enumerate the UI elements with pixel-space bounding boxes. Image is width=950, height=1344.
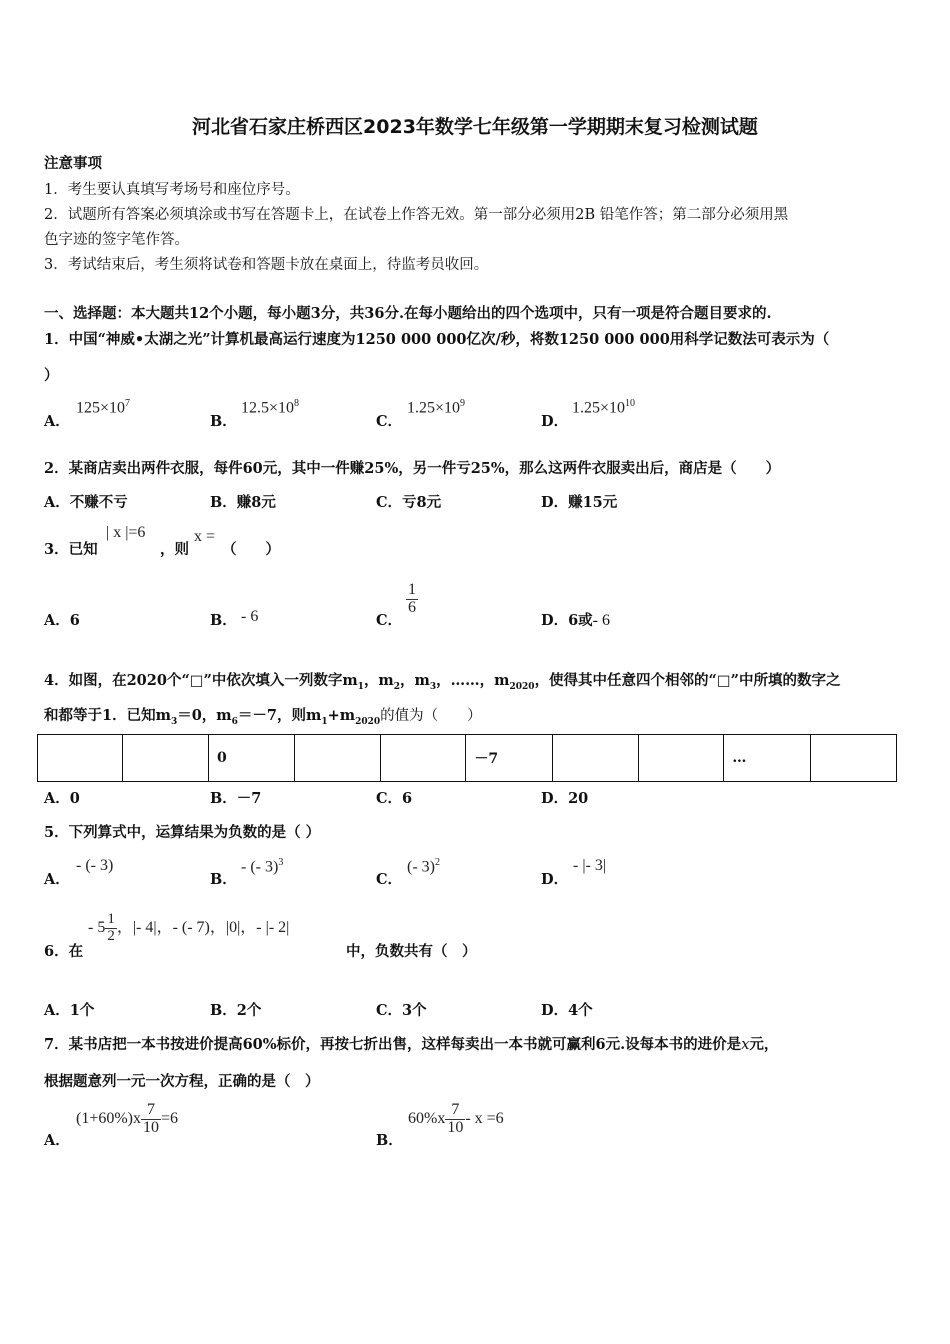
q3-stem-mid: ，则 xyxy=(160,541,189,558)
q3-option-d: D．6或- 6 xyxy=(541,612,610,629)
notice-heading: 注意事项 xyxy=(44,155,102,172)
q3-stem-lead: 3．已知 xyxy=(44,541,98,558)
q3-option-a: A．6 xyxy=(44,612,80,629)
q3-option-b-label: B． xyxy=(210,612,237,629)
q3-expr2: x = xyxy=(194,528,216,545)
q5-stem: 5．下列算式中，运算结果为负数的是（ ） xyxy=(44,824,321,841)
page-title: 河北省石家庄桥西区2023年数学七年级第一学期期末复习检测试题 xyxy=(192,116,758,138)
q3-expr: | x |=6 xyxy=(106,524,146,541)
grid-cell-5 xyxy=(380,735,465,782)
q5-option-c-label: C． xyxy=(376,871,403,888)
q5-option-b-label: B． xyxy=(210,871,237,888)
q2-option-a: A．不赚不亏 xyxy=(44,494,128,511)
q6-tail: 中，负数共有（ ） xyxy=(346,943,477,960)
q2-option-d: D．赚15元 xyxy=(541,494,618,511)
q7-stem-line1: 7．某书店把一本书按进价提高60%标价，再按七折出售，这样每卖出一本书就可赢利6元.设每本书的进价是x元， xyxy=(44,1036,779,1053)
grid-cell-8 xyxy=(638,735,723,782)
grid-cell-6: －7 xyxy=(466,735,553,782)
q4-option-b: B．－7 xyxy=(210,790,262,807)
q3-option-c: $\frac{1}{6}$ xyxy=(408,581,416,616)
q1-option-a-label: A． xyxy=(44,413,70,430)
q6-terms: - 5 $\frac{1}{2}$ ，|- 4|，- (- 7)，|0|，- |- 2| xyxy=(88,911,290,944)
notice-item-3: 3．考试结束后，考生须将试卷和答题卡放在桌面上，待监考员收回。 xyxy=(44,257,489,273)
q4-stem-line2: 和都等于1．已知$m_3=0$，$m_6=-7$，则$m_1+m_{2020}$的值为（ ） xyxy=(44,707,482,727)
notice-item-2: 2．试题所有答案必须填涂或书写在答题卡上，在试卷上作答无效。第一部分必须用2B 铅笔作答；第二部分必须用黑 xyxy=(44,207,789,223)
q3-option-c-label: C． xyxy=(376,612,403,629)
q1-option-b: $12.5\times 10^8$ xyxy=(241,398,300,417)
q5-option-d: - |- 3| xyxy=(573,857,607,874)
q1-option-a: $125\times 10^7$ xyxy=(76,398,131,417)
q7-stem-line2: 根据题意列一元一次方程，正确的是（ ） xyxy=(44,1073,320,1090)
q2-option-c: C．亏8元 xyxy=(376,494,442,511)
q4-stem-line1: 4．如图，在2020个“□”中依次填入一列数字$m_1$，$m_2$，$m_3$，……，$m_{2020}$，使得其中任意四个相邻的“□”中所填的数字之 xyxy=(44,672,841,692)
q6-lead: 6．在 xyxy=(44,943,84,960)
q4-option-c: C．6 xyxy=(376,790,413,807)
q7-option-b: 60%x $\frac{7}{10}$ - x =6 xyxy=(408,1101,504,1136)
q7-option-a-label: A． xyxy=(44,1132,70,1149)
q4-option-d: D．20 xyxy=(541,790,589,807)
q1-option-c-label: C． xyxy=(376,413,403,430)
q6-option-b: B．2个 xyxy=(210,1002,262,1019)
q3-stem-end: （ ） xyxy=(222,541,280,558)
q6-option-c: C．3个 xyxy=(376,1002,427,1019)
q5-option-a-label: A． xyxy=(44,871,70,888)
q3-option-b: - 6 xyxy=(241,608,259,625)
section-heading: 一、选择题：本大题共12个小题，每小题3分，共36分.在每小题给出的四个选项中，只有一项是符合题目要求的. xyxy=(44,305,772,322)
q5-option-c: (- 3)$^2$ xyxy=(407,857,440,876)
q7-option-a: (1+60%)x $\frac{7}{10}$ =6 xyxy=(76,1101,179,1136)
q1-stem: 1．中国“神威•太湖之光”计算机最高运行速度为1250 000 000亿次/秒，将数1250 000 000用科学记数法可表示为（ xyxy=(44,331,830,348)
q5-option-b: - (- 3)$^3$ xyxy=(241,857,284,876)
q6-option-d: D．4个 xyxy=(541,1002,593,1019)
q2-stem: 2．某商店卖出两件衣服，每件60元，其中一件赚25%，另一件亏25%，那么这两件衣服卖出后，商店是（ ） xyxy=(44,460,781,477)
q4-option-a: A．0 xyxy=(44,790,80,807)
q6-option-a: A．1个 xyxy=(44,1002,95,1019)
q1-option-d-label: D． xyxy=(541,413,569,430)
q1-option-d: $1.25\times 10^{10}$ xyxy=(572,398,636,417)
grid-cell-2 xyxy=(123,735,208,782)
notice-item-2-cont: 色字迹的签字笔作答。 xyxy=(44,232,189,248)
q1-option-b-label: B． xyxy=(210,413,237,430)
q4-number-grid xyxy=(37,734,897,782)
grid-cell-9: … xyxy=(724,735,811,782)
q1-option-c: $1.25\times 10^9$ xyxy=(407,398,466,417)
q5-option-a: - (- 3) xyxy=(76,857,114,874)
q5-option-d-label: D． xyxy=(541,871,569,888)
grid-cell-4 xyxy=(295,735,380,782)
q2-option-b: B．赚8元 xyxy=(210,494,276,511)
grid-cell-3: 0 xyxy=(208,735,295,782)
notice-item-1: 1．考生要认真填写考场号和座位序号。 xyxy=(44,182,300,198)
q7-option-b-label: B． xyxy=(376,1132,403,1149)
q1-stem-end: ） xyxy=(44,367,59,384)
grid-cell-1 xyxy=(38,735,123,782)
grid-cell-7 xyxy=(553,735,638,782)
grid-cell-10 xyxy=(811,735,897,782)
